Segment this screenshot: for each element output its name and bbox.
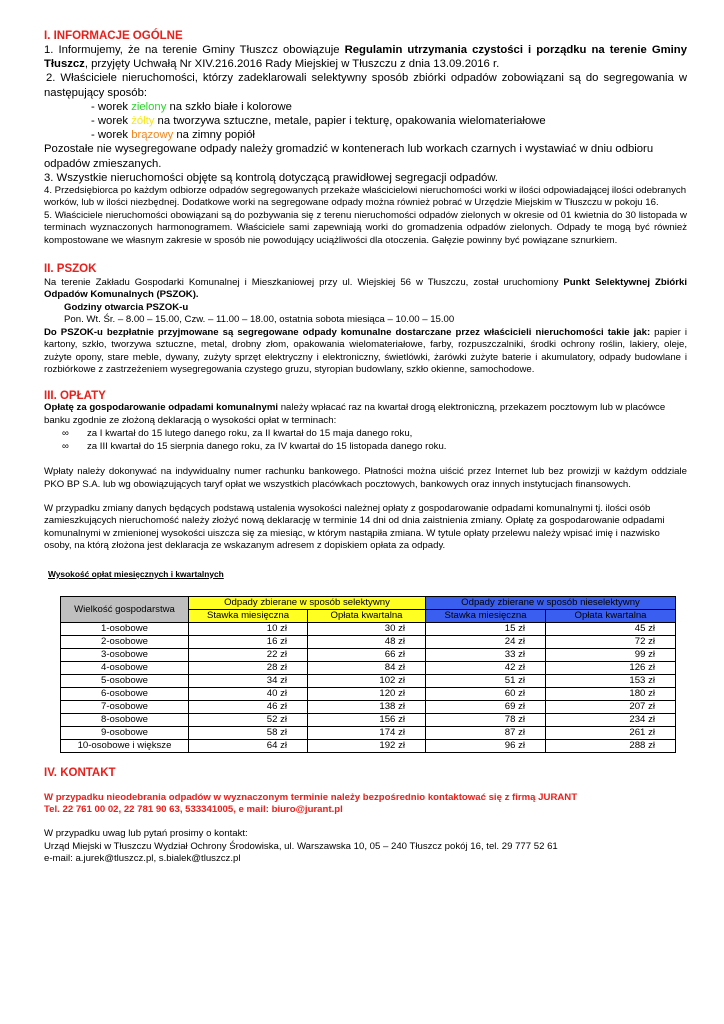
fees-table-title: Wysokość opłat miesięcznych i kwartalnych — [48, 568, 224, 579]
fee-cell: 42 zł — [426, 661, 546, 674]
text-span: na szkło białe i kolorowe — [166, 100, 292, 113]
household-size-cell: 8-osobowe — [61, 713, 189, 726]
household-size-cell: 10-osobowe i większe — [61, 739, 189, 752]
fee-cell: 99 zł — [546, 648, 676, 661]
section-1-heading: I. INFORMACJE OGÓLNE — [44, 30, 183, 42]
fee-cell: 69 zł — [426, 700, 546, 713]
fee-cell: 45 zł — [546, 622, 676, 635]
fee-cell: 10 zł — [189, 622, 308, 635]
general-info-paragraph-2: 2. Właściciele nieruchomości, którzy zadeklarowali selektywny sposób zbiórki odpadów zobowiązani są do segregowania w następujący sposób: — [44, 72, 687, 99]
household-size-cell: 2-osobowe — [61, 635, 189, 648]
unsorted-waste-paragraph: Pozostałe nie wysegregowane odpady należy gromadzić w kontenerach lub workach czarnych i wystawiać w dniu odbioru odpadów zmieszanych. — [44, 143, 654, 170]
bag-item-brown — [44, 128, 687, 142]
fees-paragraph-1 — [44, 402, 687, 427]
fee-cell: 33 zł — [426, 648, 546, 661]
section-4-heading: IV. KONTAKT — [44, 766, 116, 779]
fee-cell: 234 zł — [546, 713, 676, 726]
selective-header: Odpady zbierane w sposób selektywny — [189, 596, 426, 609]
pszok-paragraph-2 — [44, 327, 687, 377]
household-size-cell: 3-osobowe — [61, 648, 189, 661]
household-size-cell: 7-osobowe — [61, 700, 189, 713]
household-size-cell: 9-osobowe — [61, 726, 189, 739]
fee-cell: 120 zł — [308, 687, 426, 700]
household-size-header: Wielkość gospodarstwa — [61, 596, 189, 622]
fee-cell: 66 zł — [308, 648, 426, 661]
text-span: - worek — [91, 115, 132, 128]
fee-cell: 60 zł — [426, 687, 546, 700]
fee-cell: 153 zł — [546, 674, 676, 687]
table-row — [61, 674, 676, 687]
fee-cell: 102 zł — [308, 674, 426, 687]
table-row — [61, 661, 676, 674]
fee-cell: 207 zł — [546, 700, 676, 713]
fee-cell: 48 zł — [308, 635, 426, 648]
fee-cell: 22 zł — [189, 648, 308, 661]
fees-paragraph-3: W przypadku zmiany danych będących podstawą ustalenia wysokości należnej opłaty z gospodarowanie odpadami komunalnymi tj. ilości osób zamieszkujących nieruchomość należy złożyć nową deklarację w terminie 14 dni od dnia zaistnienia zmiany. Opłatę za gospodarowanie odpadami komunalnymi w zmienionej wysokości uiszcza się za miesiąc, w którym nastąpiła zmiana. W tytule opłaty przelewu należy wpisać imię i nazwisko osoby, na którą złożona jest deklaracja ze wskazanym adresem z dopiskiem opłata za odpady. — [44, 502, 665, 552]
bullet-icon: ∞ — [62, 428, 69, 440]
table-row — [61, 739, 676, 752]
fee-cell: 261 zł — [546, 726, 676, 739]
nonselective-monthly-header: Stawka miesięczna — [426, 609, 546, 622]
fee-cell: 24 zł — [426, 635, 546, 648]
fee-cell: 40 zł — [189, 687, 308, 700]
general-info-paragraph-3: 3. Wszystkie nieruchomości objęte są kontrolą dotyczącą prawidłowej segregacji odpadów. — [44, 171, 498, 184]
pszok-name: Punkt Selektywnej Zbiórki Odpadów Komunalnych (PSZOK). — [44, 277, 687, 301]
pszok-paragraph-1 — [44, 277, 687, 302]
general-info-paragraph-4: 4. Przedsiębiorca po każdym odbiorze odpadów segregowanych przekaże właścicielowi nieruchomości worki w ilości odpowiadającej ilości odebranych worków, lub w ilości niezbędnej. Dodatkowe worki na segregowane odpady można również pobrać w Urzędzie Miejskim w Tłuszczu w pokoju 16. — [44, 185, 687, 209]
selective-monthly-header: Stawka miesięczna — [189, 609, 308, 622]
household-size-cell: 4-osobowe — [61, 661, 189, 674]
text-span: należy wpłacać raz na kwartał drogą elektroniczną, przekazem pocztowym lub w placówce banku zgodnie ze złożoną deklaracją o wysokości opłat w terminach: — [44, 402, 666, 426]
text-span: , przyjęty Uchwałą Nr XIV.216.2016 Rady Miejskiej w Tłuszczu z dnia 13.09.2016 r. — [84, 58, 500, 71]
fee-cell: 15 zł — [426, 622, 546, 635]
contact-emails: e-mail: a.jurek@tluszcz.pl, s.bialek@tluszcz.pl — [44, 853, 241, 865]
fee-cell: 52 zł — [189, 713, 308, 726]
pszok-hours-label: Godziny otwarcia PSZOK-u — [64, 301, 189, 313]
bag-color-green: zielony — [131, 100, 167, 113]
contact-office-address: Urząd Miejski w Tłuszczu Wydział Ochrony Środowiska, ul. Warszawska 10, 05 – 240 Tłuszcz pokój 16, tel. 29 777 52 61 — [44, 840, 558, 852]
bag-color-brown: brązowy — [131, 129, 174, 142]
table-row — [61, 648, 676, 661]
table-row — [61, 635, 676, 648]
pszok-hours: Pon. Wt. Śr. – 8.00 – 15.00, Czw. – 11.00 – 18.00, ostatnia sobota miesiąca – 10.00 – 15.00 — [64, 314, 455, 326]
fee-cell: 78 zł — [426, 713, 546, 726]
pszok-accepted-intro: Do PSZOK-u bezpłatnie przyjmowane są segregowane odpady komunalne dostarczane przez właścicieli nieruchomości takie jak: — [44, 326, 651, 338]
fee-cell: 30 zł — [308, 622, 426, 635]
text-span: papier i kartony, szkło, tworzywa sztuczne, metal, drobny złom, opakowania wielomateriałowe, farby, rozpuszczalniki, środki ochrony roślin, lakiery, oleje, zużyte opony, stare meble, dywany, zużyty sprzęt elektryczny i elektroniczny, świetlówki, żarówki zużyte baterie i akumulatory, odpady budowlane i rozbiórkowe z zastrzeżeniem wysegregowania czystego gruzu, styropian budowlany, szkło okienne, samochodowe. — [44, 326, 687, 375]
fee-cell: 96 zł — [426, 739, 546, 752]
fee-cell: 28 zł — [189, 661, 308, 674]
table-row — [61, 713, 676, 726]
general-info-paragraph-1 — [44, 43, 687, 71]
table-row — [61, 622, 676, 635]
payment-deadline-item — [44, 440, 687, 453]
payment-deadline-text: za III kwartał do 15 sierpnia danego roku, za IV kwartał do 15 listopada danego roku. — [87, 441, 447, 453]
fee-cell: 64 zł — [189, 739, 308, 752]
text-span: na zimny popiół — [173, 129, 255, 142]
table-row — [61, 687, 676, 700]
nonselective-quarterly-header: Opłata kwartalna — [546, 609, 676, 622]
fees-table — [60, 596, 676, 753]
household-size-cell: 5-osobowe — [61, 674, 189, 687]
text-span: na tworzywa sztuczne, metale, papier i tekturę, opakowania wielomateriałowe — [154, 115, 546, 128]
regulation-title: Regulamin utrzymania czystości i porządku na terenie Gminy Tłuszcz — [44, 44, 687, 71]
contact-intro: W przypadku uwag lub pytań prosimy o kontakt: — [44, 828, 248, 840]
fee-cell: 192 zł — [308, 739, 426, 752]
table-header-row — [61, 596, 676, 609]
table-row — [61, 700, 676, 713]
fees-subject: Opłatę za gospodarowanie odpadami komunalnymi — [44, 402, 279, 414]
fee-cell: 180 zł — [546, 687, 676, 700]
general-info-paragraph-5: 5. Właściciele nieruchomości obowiązani są do pozbywania się z terenu nieruchomości odpadów zielonych w okresie od 01 kwietnia do 30 listopada w terminach wyznaczonych harmonogramem. Właściciele sami zapewniają worki do gromadzenia odpadów zielonych. Odpady te mogą być również kompostowane we własnym zakresie w sposób nie powodujący uciążliwości dla otoczenia. Gałęzie powinny być powiązane sznurkiem. — [44, 209, 687, 246]
text-span: - worek — [91, 100, 132, 113]
section-2-heading: II. PSZOK — [44, 263, 97, 276]
fee-cell: 87 zł — [426, 726, 546, 739]
bag-item-green — [44, 100, 687, 114]
payment-deadline-item — [44, 427, 687, 440]
text-span: Na terenie Zakładu Gospodarki Komunalnej i Mieszkaniowej przy ul. Wiejskiej 56 w Tłuszczu, został uruchomiony — [44, 277, 564, 289]
fee-cell: 84 zł — [308, 661, 426, 674]
fee-cell: 46 zł — [189, 700, 308, 713]
fee-cell: 51 zł — [426, 674, 546, 687]
bag-color-yellow: żółty — [131, 115, 155, 128]
fee-cell: 58 zł — [189, 726, 308, 739]
table-row — [61, 726, 676, 739]
fee-cell: 156 zł — [308, 713, 426, 726]
text-span: - worek — [91, 129, 132, 142]
fee-cell: 126 zł — [546, 661, 676, 674]
bullet-icon: ∞ — [62, 441, 69, 453]
text-span: 1. Informujemy, że na terenie Gminy Tłuszcz obowiązuje — [44, 44, 345, 56]
section-3-heading: III. OPŁATY — [44, 390, 106, 403]
fee-cell: 288 zł — [546, 739, 676, 752]
fee-cell: 174 zł — [308, 726, 426, 739]
nonselective-header: Odpady zbierane w sposób nieselektywny — [426, 596, 676, 609]
bag-list — [44, 100, 687, 143]
household-size-cell: 6-osobowe — [61, 687, 189, 700]
selective-quarterly-header: Opłata kwartalna — [308, 609, 426, 622]
fee-cell: 138 zł — [308, 700, 426, 713]
contact-contractor-note: W przypadku nieodebrania odpadów w wyznaczonym terminie należy bezpośrednio kontaktować się z firmą JURANT — [44, 791, 578, 803]
bag-item-yellow — [44, 114, 687, 128]
fee-cell: 34 zł — [189, 674, 308, 687]
contact-contractor-phone: Tel. 22 761 00 02, 22 781 90 63, 533341005, e mail: biuro@jurant.pl — [44, 803, 343, 815]
fee-cell: 72 zł — [546, 635, 676, 648]
household-size-cell: 1-osobowe — [61, 622, 189, 635]
fee-cell: 16 zł — [189, 635, 308, 648]
payment-deadline-text: za I kwartał do 15 lutego danego roku, za II kwartał do 15 maja danego roku, — [87, 428, 413, 440]
fees-paragraph-2: Wpłaty należy dokonywać na indywidualny numer rachunku bankowego. Płatności można uiścić przez Internet lub bez prowizji w każdym oddziale PKO BP S.A. lub wg obowiązujących taryf opłat we wszystkich placówkach pocztowych, bankowych oraz innych instytucjach finansowych. — [44, 466, 687, 490]
document-page — [44, 30, 687, 866]
